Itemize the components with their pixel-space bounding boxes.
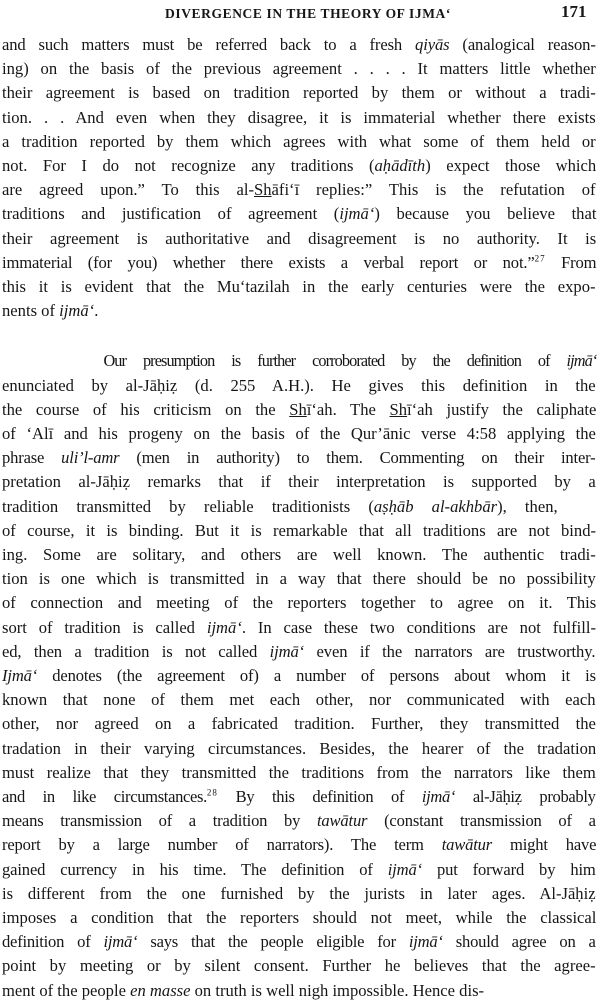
text-run: ī‘ah justify the caliphate — [407, 400, 597, 419]
text-run: From — [545, 253, 597, 272]
text-run: not. For I do not recognize any traditions ( — [2, 156, 375, 175]
text-run: (constant transmission of a — [367, 811, 596, 830]
text-line — [2, 35, 596, 55]
text-run: āfi‘ī replies:” This is the refutation of — [271, 180, 596, 199]
text-run: tradation in their varying circumstances. Besides, the hearer of the tradation — [2, 739, 597, 758]
text-run: phrase — [2, 448, 62, 467]
text-run: Sh — [389, 400, 408, 419]
text-run: tion. . . And even when they disagree, it is immaterial whether there exists — [2, 108, 596, 127]
text-line — [2, 545, 596, 565]
italic-term: ijmā‘ — [59, 301, 95, 320]
text-run: denotes (the agreement of) a number of persons about whom it is — [37, 666, 596, 685]
text-run: point by meeting or by silent consent. Further he believes that the agree- — [2, 956, 596, 975]
text-run: Our presumption is further corroborated by the definition of — [2, 351, 567, 370]
text-run: ī‘ah. The — [306, 400, 390, 419]
text-run: means transmission of a tradition by — [2, 811, 317, 830]
text-run: imposes a condition that the reporters should not meet, while the classical — [2, 908, 597, 927]
italic-term: tawātur — [316, 811, 368, 830]
text-run: the course of his criticism on the — [2, 400, 290, 419]
text-line — [2, 180, 596, 200]
text-run: says that the people eligible for — [137, 932, 409, 951]
italic-term: ijmā‘ — [206, 618, 242, 637]
text-line — [2, 569, 596, 589]
italic-term: uli’l-amr — [61, 448, 120, 467]
italic-term: ijmā‘ — [566, 351, 597, 370]
text-run: enunciated by al-Jāḥiẓ (d. 255 A.H.). He gives this definition in the — [2, 376, 596, 395]
text-run: their agreement is based on tradition reported by them or without a tradi- — [2, 83, 596, 102]
text-line — [2, 884, 596, 904]
text-line — [2, 497, 558, 517]
text-line — [2, 642, 595, 662]
italic-term: Ijmā‘ — [2, 666, 38, 685]
text-line — [2, 811, 596, 831]
text-line — [2, 351, 596, 371]
italic-term: aḥādīth — [374, 156, 426, 175]
text-run: ing. Some are solitary, and others are well known. The authentic tradi- — [2, 545, 596, 564]
text-run: ) because you believe that — [374, 204, 597, 223]
italic-term: ijmā‘ — [408, 932, 443, 951]
text-line — [2, 981, 484, 1001]
text-line — [2, 229, 596, 249]
text-line — [2, 593, 596, 613]
text-line — [2, 932, 596, 952]
running-head — [0, 2, 600, 28]
text-run: nents of — [2, 301, 60, 320]
text-line — [2, 835, 596, 855]
italic-term: aṣḥāb al-akhbār — [373, 497, 498, 516]
text-run: (analogical reason- — [449, 35, 596, 54]
text-line — [2, 204, 596, 224]
text-line — [2, 132, 596, 152]
text-line — [2, 400, 596, 420]
text-line — [2, 739, 596, 759]
text-run: might have — [492, 835, 597, 854]
text-line — [2, 956, 596, 976]
text-line — [2, 666, 596, 686]
text-run: pretation al-Jāḥiẓ remarks that if their interpretation is supported by a — [2, 472, 596, 491]
text-line — [2, 690, 596, 710]
text-line — [2, 714, 596, 734]
text-run: must realize that they transmitted the traditions from the narrators like them — [2, 763, 596, 782]
text-run: of connection and meeting of the reporters together to agree on it. This — [2, 593, 597, 612]
text-run: Sh — [254, 180, 272, 199]
text-line — [2, 472, 596, 492]
text-run: are agreed upon.” To this al- — [2, 180, 255, 199]
text-run: and such matters must be referred back to a fresh — [2, 35, 416, 54]
text-run: By this definition of — [217, 787, 422, 806]
text-line — [2, 376, 596, 396]
italic-term: ijmā‘ — [421, 787, 456, 806]
text-run: should agree on a — [442, 932, 596, 951]
text-run: . In case these two conditions are not fulfill- — [241, 618, 597, 637]
text-line — [2, 424, 596, 444]
text-line — [2, 59, 596, 79]
italic-term: ijmā‘ — [339, 204, 375, 223]
text-line — [2, 301, 98, 321]
text-run: ment of the people — [2, 981, 131, 1000]
text-run: ing) on the basis of the previous agreement . . . . It matters little whether — [2, 59, 596, 78]
text-run: even if the narrators are trustworthy. — [304, 642, 596, 661]
text-line — [2, 763, 596, 783]
text-line — [2, 521, 596, 541]
text-run: Sh — [289, 400, 307, 419]
text-run: this it is evident that the Mu‘tazilah in the early centuries were the expo- — [2, 277, 596, 296]
text-run: a tradition reported by them which agrees with what some of them held or — [2, 132, 596, 151]
text-run: sort of tradition is called — [2, 618, 207, 637]
italic-term: tawātur — [441, 835, 493, 854]
text-run: put forward by him — [421, 860, 596, 879]
text-run: ), then, — [497, 497, 558, 516]
italic-term: ijmā‘ — [387, 860, 422, 879]
text-line — [2, 860, 596, 880]
text-line — [2, 277, 596, 297]
footnote-ref: 28 — [206, 787, 218, 798]
text-run: ed, then a tradition is not called — [2, 642, 270, 661]
text-run: of ‘Alī and his progeny on the basis of the Qur’ānic verse 4:58 applying the — [2, 424, 596, 443]
text-line — [2, 253, 596, 273]
text-run: is different from the one furnished by the jurists in later ages. Al-Jāḥiẓ — [2, 884, 596, 903]
text-run: traditions and justification of agreement ( — [2, 204, 340, 223]
footnote-ref: 27 — [534, 253, 546, 264]
text-line — [2, 618, 596, 638]
text-run: their agreement is authoritative and disagreement is no authority. It is — [2, 229, 597, 248]
text-line — [2, 908, 596, 928]
text-run: tion is one which is transmitted in a way that there should be no possibility — [2, 569, 596, 588]
text-run: (men in authority) to them. Commenting on their inter- — [119, 448, 596, 467]
page-number: 171 — [561, 2, 587, 21]
text-line — [2, 108, 596, 128]
text-run: report by a large number of narrators). The term — [2, 835, 442, 854]
text-run: ) expect those which — [425, 156, 597, 175]
text-run: of course, it is binding. But it is remarkable that all traditions are not bind- — [2, 521, 597, 540]
italic-term: en masse — [130, 981, 191, 1000]
text-line — [2, 787, 596, 807]
text-line — [2, 83, 596, 103]
text-run: known that none of them met each other, nor communicated with each — [2, 690, 596, 709]
text-run: . — [94, 301, 99, 320]
text-run: gained currency in his time. The definition of — [2, 860, 388, 879]
italic-term: qiyās — [415, 35, 450, 54]
text-run: definition of — [2, 932, 104, 951]
text-run: on truth is well nigh impossible. Hence dis- — [190, 981, 485, 1000]
italic-term: ijmā‘ — [103, 932, 138, 951]
text-run: al-Jāḥiẓ probably — [455, 787, 596, 806]
text-run: other, nor agreed on a fabricated tradition. Further, they transmitted the — [2, 714, 596, 733]
running-title: DIVERGENCE IN THE THEORY OF IJMA‘ — [165, 6, 451, 21]
text-run: immaterial (for you) whether there exists a verbal report or not.” — [2, 253, 535, 272]
text-run: tradition transmitted by reliable traditionists ( — [2, 497, 374, 516]
italic-term: ijmā‘ — [269, 642, 305, 661]
text-line — [2, 448, 596, 468]
text-line — [2, 156, 596, 176]
text-run: and in like circumstances. — [2, 787, 207, 806]
